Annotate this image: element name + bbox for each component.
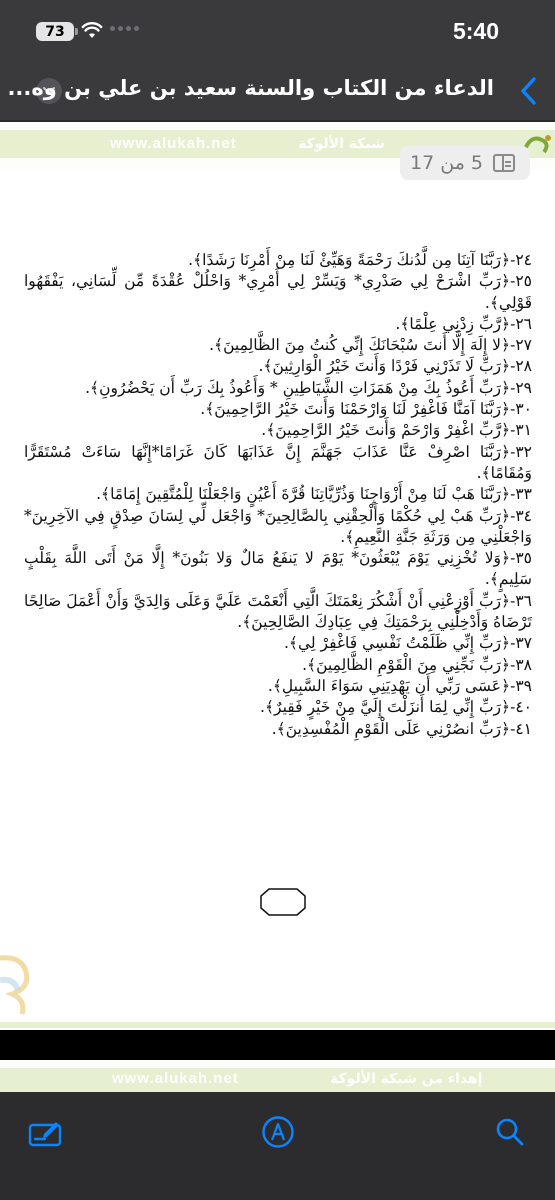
page-footer-band (0, 1022, 555, 1028)
dua-item: ٣٣-﴿رَبَّنَا هَبْ لَنَا مِنْ أَزْوَاجِنَا وَذُرِّيَّاتِنَا قُرَّةَ أَعْيُنٍ وَاجْعَلْنَا لِلْمُتَّقِينَ إِمَامًا﴾. (96, 485, 532, 504)
markup-pen-icon (261, 1115, 295, 1149)
document-title-bar (0, 62, 555, 120)
page-thumbnails-icon (493, 154, 515, 172)
cellular-signal-icon (110, 26, 139, 31)
watermark-url-next: www.alukah.net (112, 1070, 239, 1087)
dua-item: ٢٦-﴿رَّبِّ زِدْنِي عِلْمًا﴾. (395, 314, 532, 333)
dua-item: ٤١-﴿رَبِّ انصُرْنِي عَلَى الْقَوْمِ الْمُفْسِدِينَ﴾. (271, 719, 532, 738)
wifi-icon (82, 22, 102, 40)
page-number-frame (260, 888, 306, 916)
dua-item: ٣٨-﴿رَبِّ نَجِّنِي مِنَ الْقَوْمِ الظَّالِمِينَ﴾. (302, 655, 532, 674)
back-chevron-icon[interactable] (517, 76, 541, 106)
dua-item: ٣٠-﴿رَبَّنَا آمَنَّا فَاغْفِرْ لَنَا وَارْحَمْنَا وَأَنتَ خَيْرُ الرَّاحِمِينَ﴾. (200, 400, 532, 419)
dua-item: ٢٧-﴿لا إِلَهَ إِلَّا أَنتَ سُبْحَانَكَ إِنِّي كُنتُ مِنَ الظَّالِمِينَ﴾. (209, 336, 532, 355)
status-time: 5:40 (452, 18, 499, 44)
status-bar (0, 0, 555, 62)
search-icon (495, 1117, 525, 1147)
bottom-toolbar (0, 1092, 555, 1200)
page-counter-label: 5 من 17 (410, 152, 484, 174)
dua-list (24, 250, 532, 740)
dua-item: ٢٥-﴿رَبِّ اشْرَحْ لِي صَدْرِي* وَيَسِّرْ لِي أَمْرِي* وَاحْلُلْ عُقْدَةً مِّن لِّسَانِي، يَفْقَهُوا قَوْلِي﴾. (24, 272, 532, 312)
watermark-arabic: شبكة الألوكة (298, 136, 385, 152)
dua-item: ٣٩-﴿عَسَى رَبِّي أَن يَهْدِيَنِي سَوَاءَ السَّبِيلِ﴾. (267, 676, 532, 695)
dua-item: ٤٠-﴿رَبِّ إِنِّي لِمَا أَنزَلْتَ إِلَيَّ مِنْ خَيْرٍ فَقِيرٌ﴾. (260, 698, 532, 717)
dua-item: ٣٤-﴿رَبِّ هَبْ لِي حُكْمًا وَأَلْحِقْنِي بِالصَّالِحِينَ* وَاجْعَل لِّي لِسَانَ صِدْقٍ فِي الآخِرِينَ* وَاجْعَلْنِي مِن وَرَثَةِ جَنَّةِ النَّعِيمِ﴾. (24, 506, 532, 546)
watermark-url: www.alukah.net (110, 135, 237, 152)
page-counter[interactable] (400, 146, 530, 180)
battery-indicator: 73 (36, 22, 74, 41)
dua-item: ٣٥-﴿وَلا تُخْزِنِي يَوْمَ يُبْعَثُونَ* يَوْمَ لا يَنفَعُ مَالٌ وَلا بَنُونَ* إِلَّا مَنْ أَتَى اللَّهَ بِقَلْبٍ سَلِيمٍ﴾. (24, 549, 532, 589)
dua-item: ٣١-﴿رَّبِّ اغْفِرْ وَارْحَمْ وَأَنتَ خَيْرُ الرَّاحِمِينَ﴾. (261, 421, 532, 440)
dua-item: ٣٢-﴿رَبَّنَا اصْرِفْ عَنَّا عَذَابَ جَهَنَّمَ إِنَّ عَذَابَهَا كَانَ غَرَامًا*إِنَّهَا سَاءَتْ مُسْتَقَرًّا وَمُقَامًا﴾. (24, 442, 532, 482)
dua-item: ٢٨-﴿رَبِّ لَا تَذَرْنِي فَرْدًا وَأَنتَ خَيْرُ الْوَارِثِينَ﴾. (258, 357, 532, 376)
dua-item: ٣٧-﴿رَبِّ إِنِّي ظَلَمْتُ نَفْسِي فَاغْفِرْ لِي﴾. (283, 634, 532, 653)
dua-item: ٢٤-﴿رَبَّنَا آتِنَا مِن لَّدُنكَ رَحْمَةً وَهَيِّئْ لَنَا مِنْ أَمْرِنَا رَشَدًا﴾. (188, 251, 532, 269)
search-button[interactable] (490, 1112, 530, 1152)
dua-item: ٣٦-﴿رَبِّ أَوْزِعْنِي أَنْ أَشْكُرَ نِعْمَتَكَ الَّتِي أَنْعَمْتَ عَلَيَّ وَعَلَى وَالِدَيَّ وَأَنْ أَعْمَلَ صَالِحًا تَرْضَاهُ وَأَدْخِلْنِي بِرَحْمَتِكَ فِي عِبَادِكَ الصَّالِحِينَ﴾. (24, 591, 532, 632)
page-separator (0, 1030, 555, 1060)
edit-list-icon (28, 1117, 64, 1147)
decorative-ornament (0, 950, 32, 1020)
watermark-arabic-next: إهداء من شبكة الألوكة (330, 1071, 483, 1087)
document-title[interactable]: الدعاء من الكتاب والسنة سعيد بن علي بن وه... (7, 76, 494, 100)
next-page-header (0, 1060, 555, 1096)
edit-list-button[interactable] (26, 1112, 66, 1152)
dua-item: ٢٩-﴿رَبِّ أَعُوذُ بِكَ مِنْ هَمَزَاتِ الشَّيَاطِينِ * وَأَعُوذُ بِكَ رَبِّ أَن يَحْضُرُونِ﴾. (85, 378, 532, 397)
markup-button[interactable] (258, 1112, 298, 1152)
